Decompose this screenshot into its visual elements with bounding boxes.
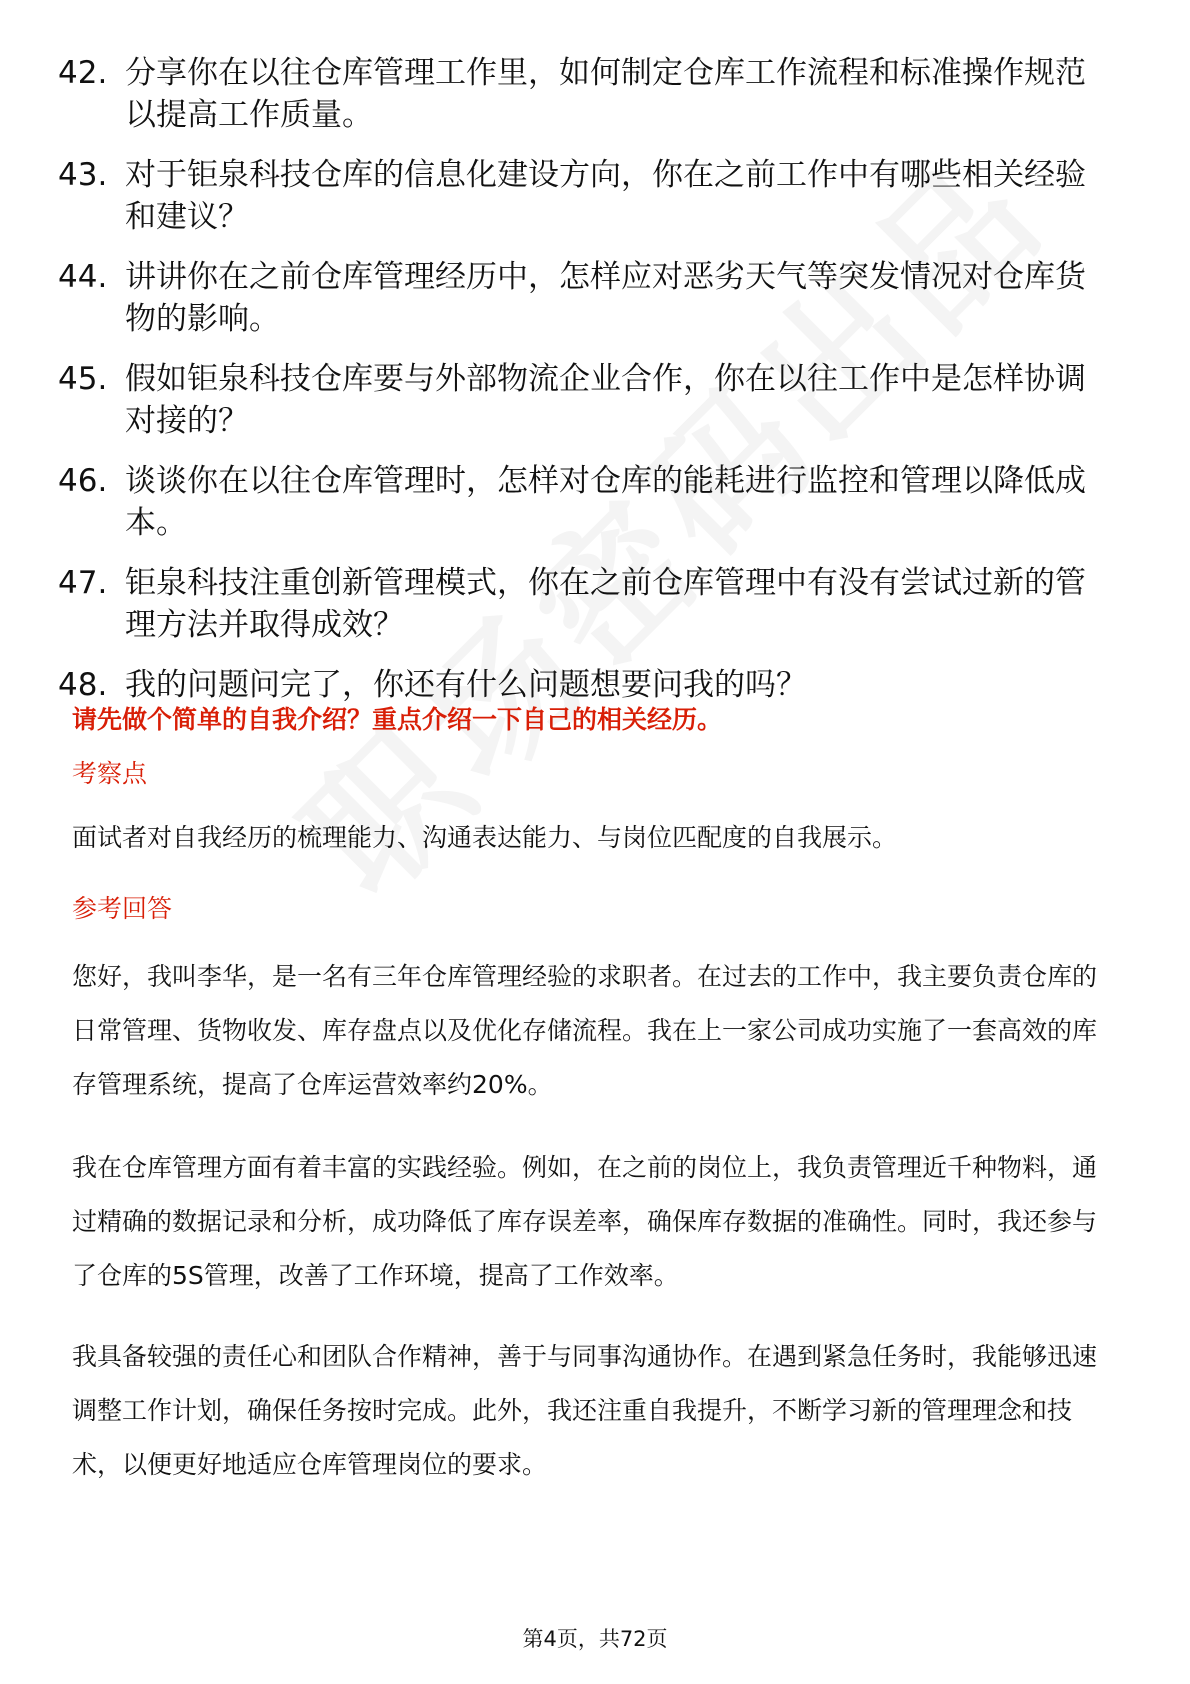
question-number: 42. [58,55,108,91]
answer-paragraph-2-wrap [72,1141,1117,1303]
question-text: 分享你在以往仓库管理工作里，如何制定仓库工作流程和标准操作规范以提高工作质量。 [125,55,1086,133]
list-item [58,460,1118,544]
question-text: 假如钜泉科技仓库要与外部物流企业合作，你在以往工作中是怎样协调对接的？ [125,361,1086,439]
question-number: 46. [58,463,108,499]
list-item [58,154,1118,238]
question-text: 谈谈你在以往仓库管理时，怎样对仓库的能耗进行监控和管理以降低成本。 [125,463,1086,541]
page-footer: 第4页，共72页 [522,1627,668,1651]
question-text: 钜泉科技注重创新管理模式，你在之前仓库管理中有没有尝试过新的管理方法并取得成效？ [125,565,1086,643]
focus-text: 面试者对自我经历的梳理能力、沟通表达能力、与岗位匹配度的自我展示。 [72,823,898,852]
section-title-wrap [72,702,1117,738]
answer-paragraph-3-wrap [72,1330,1117,1492]
answer-paragraph: 我具备较强的责任心和团队合作精神，善于与同事沟通协作。在遇到紧急任务时，我能够迅速调整工作计划，确保任务按时完成。此外，我还注重自我提升，不断学习新的管理理念和技术，以便更好地适应仓库管理岗位的要求。 [72,1342,1098,1479]
focus-text-wrap [72,811,1117,865]
list-item [58,256,1118,340]
answer-paragraph: 我在仓库管理方面有着丰富的实践经验。例如，在之前的岗位上，我负责管理近千种物料，通过精确的数据记录和分析，成功降低了库存误差率，确保库存数据的准确性。同时，我还参与了仓库的5S管理，改善了工作环境，提高了工作效率。 [72,1153,1098,1290]
list-item [58,664,1118,706]
question-text: 讲讲你在之前仓库管理经历中，怎样应对恶劣天气等突发情况对仓库货物的影响。 [125,259,1086,337]
question-text: 对于钜泉科技仓库的信息化建设方向，你在之前工作中有哪些相关经验和建议？ [125,157,1086,235]
answer-paragraph-1-wrap [72,950,1117,1112]
question-text: 我的问题问完了，你还有什么问题想要问我的吗？ [125,667,807,703]
section-title: 请先做个简单的自我介绍？重点介绍一下自己的相关经历。 [72,705,723,734]
answer-label-wrap [72,891,1117,927]
question-list [58,52,1118,724]
focus-label: 考察点 [72,759,148,788]
list-item [58,52,1118,136]
question-number: 44. [58,259,108,295]
answer-paragraph: 您好，我叫李华，是一名有三年仓库管理经验的求职者。在过去的工作中，我主要负责仓库的日常管理、货物收发、库存盘点以及优化存储流程。我在上一家公司成功实施了一套高效的库存管理系统，提高了仓库运营效率约20%。 [72,962,1098,1099]
question-number: 48. [58,667,108,703]
answer-label: 参考回答 [72,894,173,923]
list-item [58,358,1118,442]
question-number: 43. [58,157,108,193]
focus-label-wrap [72,756,1117,792]
list-item [58,562,1118,646]
question-number: 47. [58,565,108,601]
question-number: 45. [58,361,108,397]
